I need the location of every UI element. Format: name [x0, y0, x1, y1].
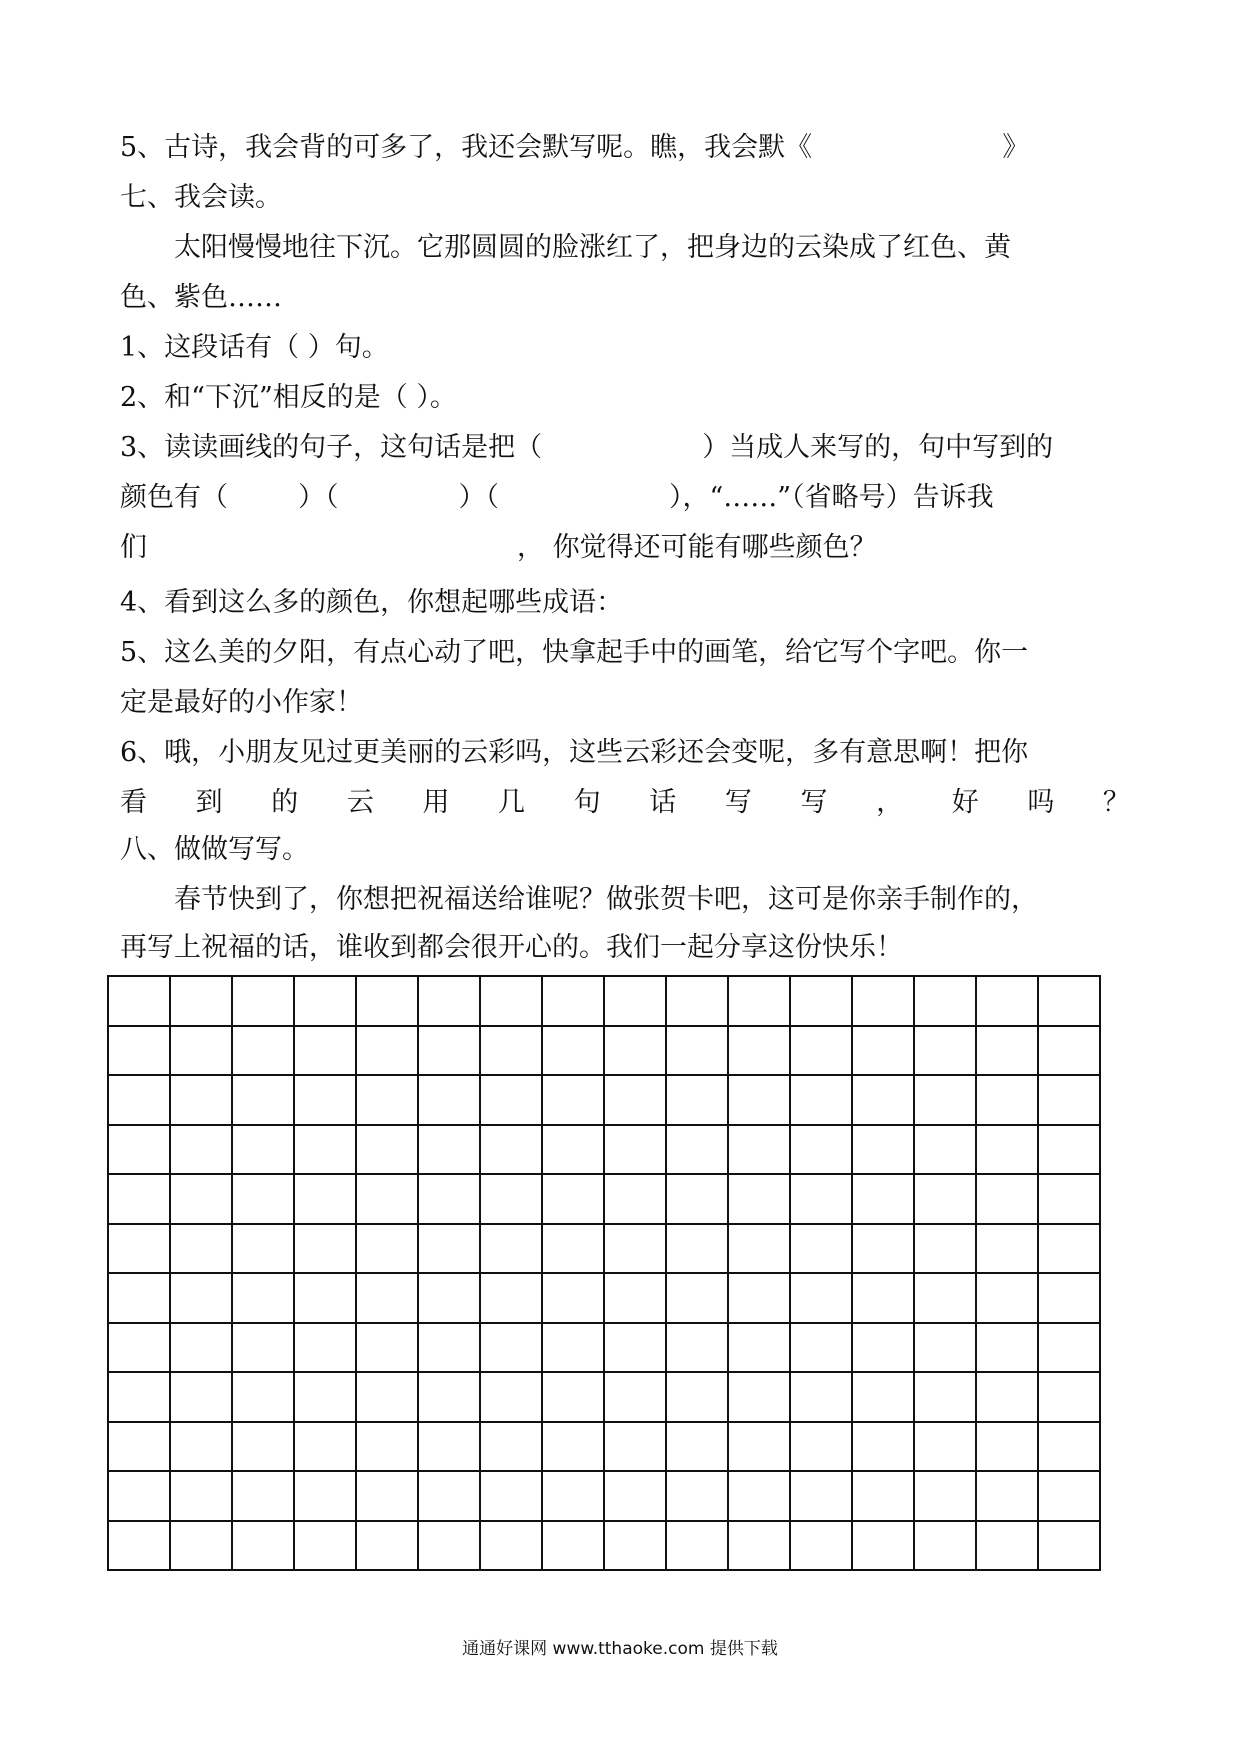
- grid-cell[interactable]: [666, 1125, 728, 1175]
- grid-cell[interactable]: [480, 1422, 542, 1472]
- grid-cell[interactable]: [666, 1372, 728, 1422]
- grid-row: [108, 1471, 1100, 1521]
- grid-row: [108, 1521, 1100, 1571]
- grid-cell[interactable]: [170, 1224, 232, 1274]
- grid-cell[interactable]: [108, 1075, 170, 1125]
- grid-cell[interactable]: [542, 1075, 604, 1125]
- grid-cell[interactable]: [852, 1273, 914, 1323]
- grid-cell[interactable]: [914, 1422, 976, 1472]
- question-2: 2、和“下沉”相反的是（ ）。: [120, 382, 457, 413]
- grid-cell[interactable]: [728, 1125, 790, 1175]
- grid-row: [108, 1273, 1100, 1323]
- q6-char: 云: [346, 787, 374, 818]
- grid-cell[interactable]: [170, 976, 232, 1026]
- footer-credit: 通通好课网 www.tthaoke.com 提供下载: [462, 1639, 778, 1659]
- grid-cell[interactable]: [294, 1125, 356, 1175]
- grid-cell[interactable]: [294, 1174, 356, 1224]
- grid-cell[interactable]: [914, 1521, 976, 1571]
- grid-cell[interactable]: [232, 1273, 294, 1323]
- grid-cell[interactable]: [852, 1372, 914, 1422]
- grid-cell[interactable]: [790, 1026, 852, 1076]
- grid-cell[interactable]: [170, 1174, 232, 1224]
- grid-cell[interactable]: [1038, 1125, 1100, 1175]
- grid-cell[interactable]: [418, 1125, 480, 1175]
- grid-cell[interactable]: [728, 976, 790, 1026]
- grid-cell[interactable]: [1038, 1075, 1100, 1125]
- grid-cell[interactable]: [914, 1323, 976, 1373]
- grid-cell[interactable]: [480, 1372, 542, 1422]
- grid-cell[interactable]: [604, 1521, 666, 1571]
- grid-cell[interactable]: [170, 1422, 232, 1472]
- grid-cell[interactable]: [108, 1026, 170, 1076]
- grid-cell[interactable]: [728, 1075, 790, 1125]
- grid-cell[interactable]: [418, 1174, 480, 1224]
- grid-cell[interactable]: [852, 1471, 914, 1521]
- grid-cell[interactable]: [976, 1471, 1038, 1521]
- grid-row: [108, 1174, 1100, 1224]
- grid-cell[interactable]: [294, 1323, 356, 1373]
- grid-cell[interactable]: [852, 1521, 914, 1571]
- grid-cell[interactable]: [852, 1026, 914, 1076]
- grid-cell[interactable]: [790, 1075, 852, 1125]
- grid-cell[interactable]: [604, 1273, 666, 1323]
- grid-cell[interactable]: [1038, 1521, 1100, 1571]
- grid-cell[interactable]: [542, 1174, 604, 1224]
- q6-char: 的: [271, 787, 299, 818]
- grid-cell[interactable]: [728, 1422, 790, 1472]
- grid-cell[interactable]: [232, 976, 294, 1026]
- question-3-line-3: 们 ， 你觉得还可能有哪些颜色？: [120, 532, 877, 563]
- grid-cell[interactable]: [542, 976, 604, 1026]
- grid-cell[interactable]: [108, 1422, 170, 1472]
- grid-cell[interactable]: [170, 1521, 232, 1571]
- grid-row: [108, 976, 1100, 1026]
- grid-cell[interactable]: [976, 1125, 1038, 1175]
- grid-cell[interactable]: [108, 1471, 170, 1521]
- grid-cell[interactable]: [542, 1521, 604, 1571]
- grid-cell[interactable]: [976, 1174, 1038, 1224]
- grid-cell[interactable]: [170, 1125, 232, 1175]
- grid-cell[interactable]: [418, 1471, 480, 1521]
- grid-cell[interactable]: [790, 1323, 852, 1373]
- section-8-paragraph-line-1: 春节快到了，你想把祝福送给谁呢？做张贺卡吧，这可是你亲手制作的，: [174, 884, 1038, 915]
- grid-cell[interactable]: [914, 1026, 976, 1076]
- grid-cell[interactable]: [356, 1521, 418, 1571]
- grid-cell[interactable]: [294, 1471, 356, 1521]
- grid-row: [108, 1224, 1100, 1274]
- grid-cell[interactable]: [108, 1323, 170, 1373]
- question-3-line-1: 3、读读画线的句子，这句话是把（ ）当成人来写的，句中写到的: [120, 432, 1054, 463]
- grid-cell[interactable]: [604, 1026, 666, 1076]
- grid-cell[interactable]: [728, 1026, 790, 1076]
- grid-cell[interactable]: [914, 976, 976, 1026]
- grid-cell[interactable]: [666, 1224, 728, 1274]
- grid-cell[interactable]: [852, 1174, 914, 1224]
- grid-cell[interactable]: [418, 1075, 480, 1125]
- grid-row: [108, 1125, 1100, 1175]
- q6-char: 几: [498, 787, 526, 818]
- q6-char: 看: [120, 787, 147, 818]
- grid-cell[interactable]: [976, 1521, 1038, 1571]
- grid-cell[interactable]: [480, 1026, 542, 1076]
- grid-cell[interactable]: [356, 1273, 418, 1323]
- grid-cell[interactable]: [790, 1273, 852, 1323]
- grid-cell[interactable]: [604, 1422, 666, 1472]
- grid-cell[interactable]: [356, 976, 418, 1026]
- grid-cell[interactable]: [480, 1174, 542, 1224]
- q6-char: 句: [573, 787, 601, 818]
- grid-cell[interactable]: [170, 1026, 232, 1076]
- grid-cell[interactable]: [542, 1224, 604, 1274]
- grid-cell[interactable]: [170, 1471, 232, 1521]
- grid-cell[interactable]: [666, 1471, 728, 1521]
- grid-cell[interactable]: [294, 1075, 356, 1125]
- grid-cell[interactable]: [480, 1471, 542, 1521]
- grid-cell[interactable]: [728, 1471, 790, 1521]
- grid-cell[interactable]: [294, 1224, 356, 1274]
- grid-cell[interactable]: [976, 1224, 1038, 1274]
- grid-cell[interactable]: [666, 1422, 728, 1472]
- grid-cell[interactable]: [852, 1125, 914, 1175]
- grid-cell[interactable]: [1038, 1174, 1100, 1224]
- grid-cell[interactable]: [604, 976, 666, 1026]
- question-6-line-2: [120, 783, 1130, 823]
- grid-cell[interactable]: [976, 1422, 1038, 1472]
- q6-char: ？: [1102, 787, 1130, 818]
- grid-cell[interactable]: [666, 1174, 728, 1224]
- grid-cell[interactable]: [790, 1471, 852, 1521]
- passage-line-2: 色、紫色……: [120, 282, 282, 313]
- grid-cell[interactable]: [604, 1125, 666, 1175]
- grid-cell[interactable]: [418, 1273, 480, 1323]
- section-8-paragraph-line-2: 再写上祝福的话，谁收到都会很开心的。我们一起分享这份快乐！: [120, 932, 903, 963]
- grid-cell[interactable]: [666, 976, 728, 1026]
- grid-cell[interactable]: [294, 1273, 356, 1323]
- grid-cell[interactable]: [604, 1075, 666, 1125]
- grid-cell[interactable]: [666, 1026, 728, 1076]
- question-5-poem: 5、古诗，我会背的可多了，我还会默写呢。瞧，我会默《 》: [120, 132, 1030, 163]
- grid-cell[interactable]: [356, 1471, 418, 1521]
- grid-cell[interactable]: [542, 1026, 604, 1076]
- q6-char: ，: [876, 787, 904, 818]
- grid-cell[interactable]: [914, 1075, 976, 1125]
- grid-cell[interactable]: [294, 1372, 356, 1422]
- grid-cell[interactable]: [728, 1372, 790, 1422]
- grid-cell[interactable]: [914, 1174, 976, 1224]
- grid-cell[interactable]: [1038, 1471, 1100, 1521]
- grid-cell[interactable]: [728, 1521, 790, 1571]
- writing-grid[interactable]: [107, 975, 1101, 1571]
- grid-row: [108, 1075, 1100, 1125]
- grid-cell[interactable]: [170, 1075, 232, 1125]
- grid-cell[interactable]: [790, 1174, 852, 1224]
- grid-cell[interactable]: [542, 1471, 604, 1521]
- grid-cell[interactable]: [232, 1075, 294, 1125]
- grid-cell[interactable]: [790, 1125, 852, 1175]
- grid-cell[interactable]: [356, 1422, 418, 1472]
- grid-cell[interactable]: [294, 1521, 356, 1571]
- grid-cell[interactable]: [1038, 1224, 1100, 1274]
- question-5-line-1: 5、这么美的夕阳，有点心动了吧，快拿起手中的画笔，给它写个字吧。你一: [120, 637, 1029, 668]
- grid-row: [108, 1026, 1100, 1076]
- grid-cell[interactable]: [914, 1125, 976, 1175]
- grid-cell[interactable]: [604, 1174, 666, 1224]
- grid-cell[interactable]: [480, 1224, 542, 1274]
- grid-cell[interactable]: [232, 1422, 294, 1472]
- grid-cell[interactable]: [418, 1521, 480, 1571]
- section-7-title: 七、我会读。: [120, 182, 282, 213]
- grid-cell[interactable]: [666, 1323, 728, 1373]
- grid-cell[interactable]: [666, 1273, 728, 1323]
- grid-cell[interactable]: [294, 976, 356, 1026]
- question-6-line-1: 6、哦，小朋友见过更美丽的云彩吗，这些云彩还会变呢，多有意思啊！把你: [120, 737, 1029, 768]
- grid-cell[interactable]: [232, 1372, 294, 1422]
- grid-cell[interactable]: [356, 1026, 418, 1076]
- grid-cell[interactable]: [542, 1323, 604, 1373]
- grid-cell[interactable]: [914, 1273, 976, 1323]
- grid-cell[interactable]: [976, 1026, 1038, 1076]
- question-5-line-2: 定是最好的小作家！: [120, 687, 363, 718]
- grid-cell[interactable]: [356, 1174, 418, 1224]
- grid-cell[interactable]: [1038, 1026, 1100, 1076]
- grid-cell[interactable]: [108, 1372, 170, 1422]
- grid-cell[interactable]: [356, 1372, 418, 1422]
- grid-cell[interactable]: [108, 1125, 170, 1175]
- grid-cell[interactable]: [790, 1372, 852, 1422]
- grid-cell[interactable]: [790, 1224, 852, 1274]
- grid-cell[interactable]: [418, 1422, 480, 1472]
- grid-cell[interactable]: [790, 976, 852, 1026]
- grid-cell[interactable]: [1038, 1323, 1100, 1373]
- grid-row: [108, 1372, 1100, 1422]
- grid-cell[interactable]: [666, 1521, 728, 1571]
- grid-cell[interactable]: [542, 1422, 604, 1472]
- grid-cell[interactable]: [480, 1075, 542, 1125]
- grid-cell[interactable]: [356, 1125, 418, 1175]
- grid-cell[interactable]: [604, 1224, 666, 1274]
- grid-cell[interactable]: [542, 1273, 604, 1323]
- grid-cell[interactable]: [108, 1521, 170, 1571]
- grid-cell[interactable]: [480, 1273, 542, 1323]
- grid-cell[interactable]: [356, 1224, 418, 1274]
- section-8-title: 八、做做写写。: [120, 834, 309, 865]
- grid-cell[interactable]: [976, 1273, 1038, 1323]
- grid-row: [108, 1422, 1100, 1472]
- grid-cell[interactable]: [418, 976, 480, 1026]
- grid-cell[interactable]: [232, 1026, 294, 1076]
- q6-char: 好: [951, 787, 979, 818]
- grid-cell[interactable]: [108, 1174, 170, 1224]
- grid-cell[interactable]: [232, 1323, 294, 1373]
- grid-cell[interactable]: [790, 1422, 852, 1472]
- grid-cell[interactable]: [1038, 1372, 1100, 1422]
- grid-cell[interactable]: [852, 1224, 914, 1274]
- grid-cell[interactable]: [480, 976, 542, 1026]
- grid-cell[interactable]: [852, 976, 914, 1026]
- grid-cell[interactable]: [1038, 976, 1100, 1026]
- grid-cell[interactable]: [356, 1075, 418, 1125]
- grid-cell[interactable]: [604, 1372, 666, 1422]
- grid-cell[interactable]: [356, 1323, 418, 1373]
- question-1: 1、这段话有（ ）句。: [120, 332, 389, 363]
- grid-cell[interactable]: [728, 1174, 790, 1224]
- grid-cell[interactable]: [852, 1323, 914, 1373]
- grid-cell[interactable]: [108, 976, 170, 1026]
- grid-cell[interactable]: [108, 1273, 170, 1323]
- q6-char: 吗: [1027, 787, 1055, 818]
- q6-char: 话: [649, 787, 677, 818]
- grid-cell[interactable]: [232, 1224, 294, 1274]
- grid-cell[interactable]: [976, 1372, 1038, 1422]
- grid-cell[interactable]: [480, 1125, 542, 1175]
- grid-cell[interactable]: [232, 1521, 294, 1571]
- grid-cell[interactable]: [728, 1273, 790, 1323]
- grid-cell[interactable]: [728, 1224, 790, 1274]
- q6-char: 写: [724, 787, 752, 818]
- grid-cell[interactable]: [914, 1372, 976, 1422]
- grid-cell[interactable]: [976, 976, 1038, 1026]
- grid-cell[interactable]: [294, 1026, 356, 1076]
- grid-cell[interactable]: [294, 1422, 356, 1472]
- grid-cell[interactable]: [1038, 1273, 1100, 1323]
- grid-cell[interactable]: [418, 1323, 480, 1373]
- grid-cell[interactable]: [604, 1471, 666, 1521]
- grid-cell[interactable]: [418, 1372, 480, 1422]
- grid-cell[interactable]: [976, 1075, 1038, 1125]
- grid-cell[interactable]: [542, 1125, 604, 1175]
- grid-cell[interactable]: [790, 1521, 852, 1571]
- grid-cell[interactable]: [604, 1323, 666, 1373]
- grid-cell[interactable]: [852, 1075, 914, 1125]
- grid-cell[interactable]: [914, 1471, 976, 1521]
- question-4: 4、看到这么多的颜色，你想起哪些成语：: [120, 587, 624, 618]
- q6-char: 用: [422, 787, 450, 818]
- grid-cell[interactable]: [170, 1323, 232, 1373]
- grid-cell[interactable]: [914, 1224, 976, 1274]
- grid-cell[interactable]: [232, 1174, 294, 1224]
- q6-char: 写: [800, 787, 828, 818]
- grid-cell[interactable]: [418, 1026, 480, 1076]
- passage-line-1: 太阳慢慢地往下沉。它那圆圆的脸涨红了，把身边的云染成了红色、黄: [174, 232, 1011, 263]
- grid-cell[interactable]: [170, 1273, 232, 1323]
- grid-cell[interactable]: [1038, 1422, 1100, 1472]
- grid-cell[interactable]: [232, 1471, 294, 1521]
- question-3-line-2: 颜色有（ ）（ ）（ ），“……”（省略号）告诉我: [120, 482, 994, 513]
- grid-cell[interactable]: [108, 1224, 170, 1274]
- grid-cell[interactable]: [852, 1422, 914, 1472]
- grid-cell[interactable]: [170, 1372, 232, 1422]
- grid-cell[interactable]: [542, 1372, 604, 1422]
- grid-cell[interactable]: [728, 1323, 790, 1373]
- grid-cell[interactable]: [418, 1224, 480, 1274]
- grid-cell[interactable]: [232, 1125, 294, 1175]
- grid-cell[interactable]: [976, 1323, 1038, 1373]
- grid-cell[interactable]: [480, 1323, 542, 1373]
- grid-row: [108, 1323, 1100, 1373]
- grid-cell[interactable]: [666, 1075, 728, 1125]
- q6-char: 到: [195, 787, 223, 818]
- grid-cell[interactable]: [480, 1521, 542, 1571]
